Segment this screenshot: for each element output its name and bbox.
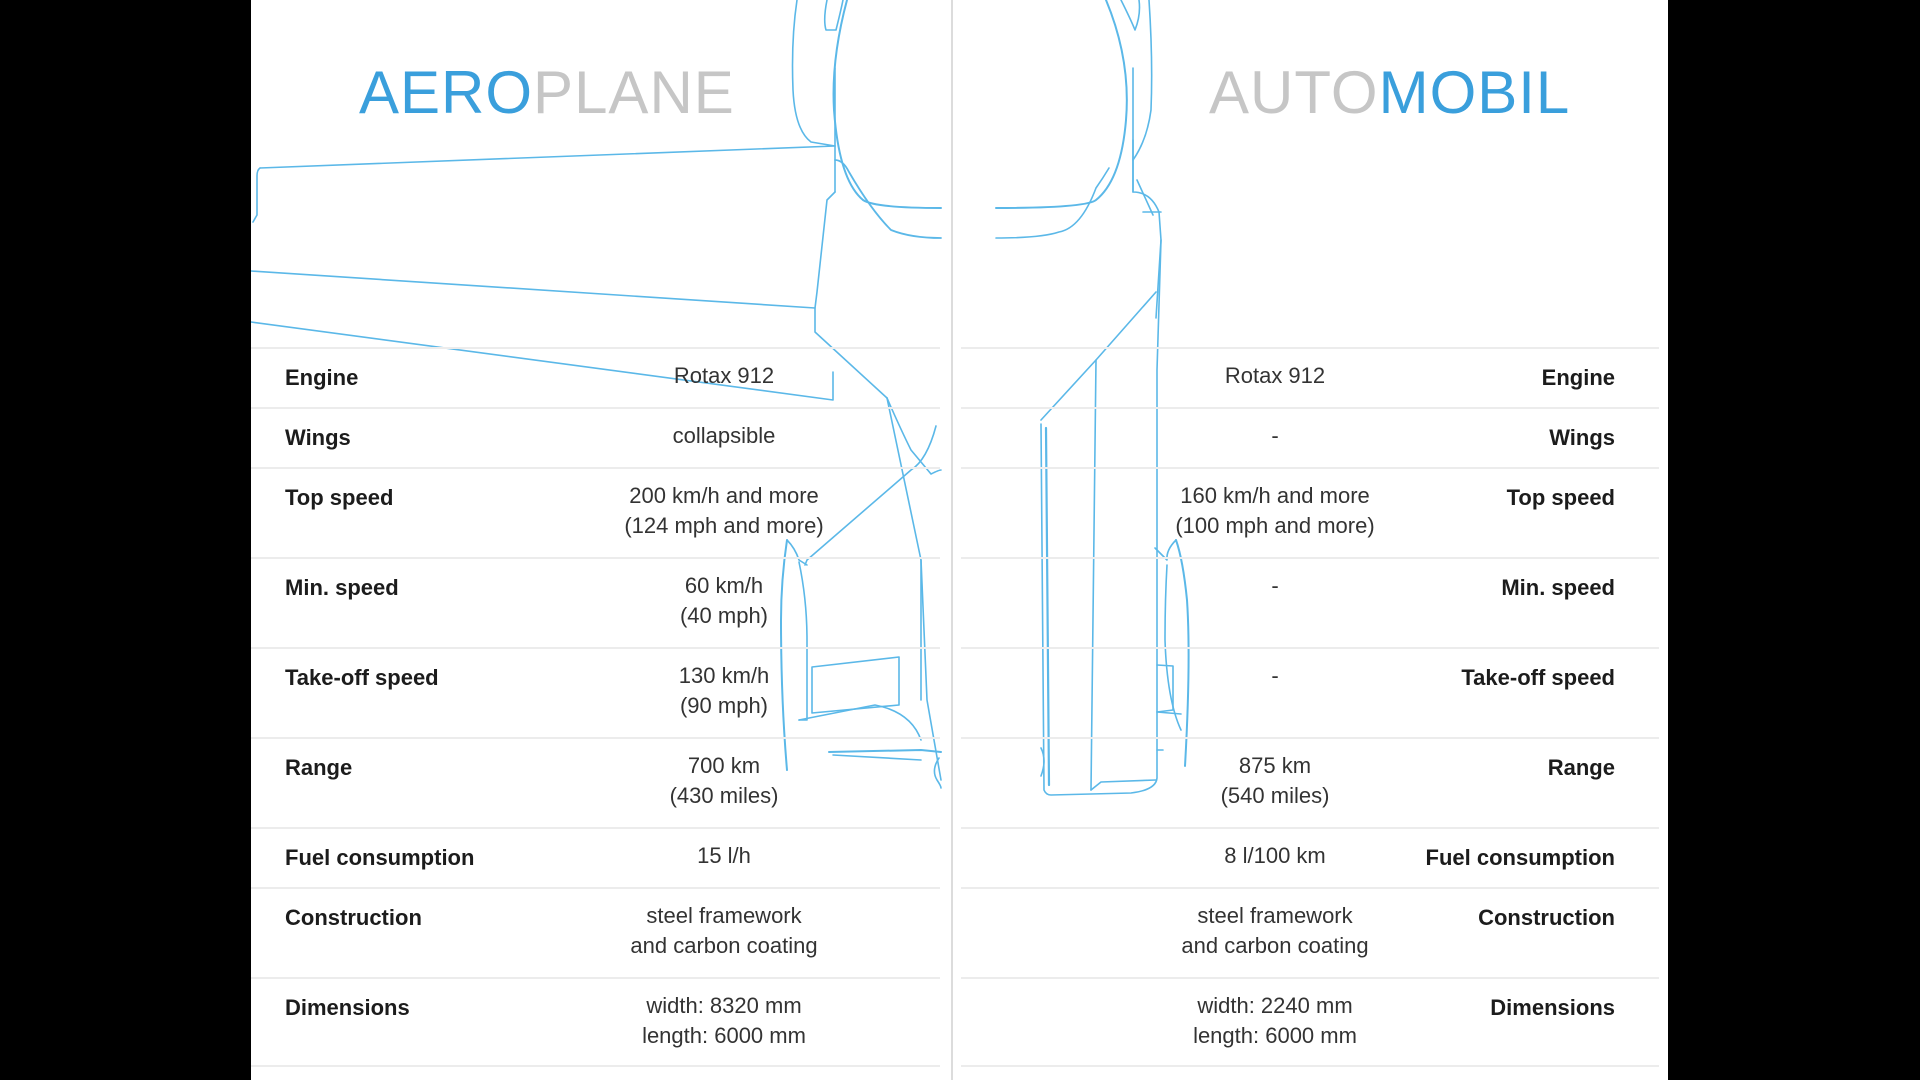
- aeroplane-spec-table: [251, 347, 940, 1067]
- spec-value-line: 200 km/h and more: [629, 483, 819, 508]
- table-row: [251, 557, 940, 647]
- aeroplane-title-highlight: AERO: [359, 59, 534, 126]
- spec-value-line: steel framework: [646, 903, 802, 928]
- automobil-title: [1209, 58, 1570, 128]
- table-row: [251, 407, 940, 467]
- spec-value-line: steel framework: [1197, 903, 1353, 928]
- spec-label: Wings: [1549, 425, 1615, 450]
- spec-value-line: (40 mph): [679, 603, 769, 628]
- spec-value-line: 875 km: [1238, 753, 1312, 778]
- spec-label: Dimensions: [1490, 995, 1615, 1020]
- table-row: [961, 467, 1659, 557]
- spec-label: Top speed: [285, 485, 394, 510]
- spec-value-line: -: [1271, 573, 1279, 598]
- table-row: [251, 977, 940, 1067]
- aeroplane-title-rest: PLANE: [533, 59, 735, 126]
- spec-value-line: and carbon coating: [630, 933, 818, 958]
- automobil-title-highlight: MOBIL: [1378, 59, 1571, 126]
- spec-value-line: (124 mph and more): [624, 513, 824, 538]
- spec-value-line: Rotax 912: [1224, 363, 1326, 388]
- spec-label: Fuel consumption: [285, 845, 475, 870]
- table-row: [251, 467, 940, 557]
- spec-value-line: Rotax 912: [673, 363, 775, 388]
- table-row: [251, 827, 940, 887]
- table-row: [251, 647, 940, 737]
- table-row: [251, 737, 940, 827]
- spec-value-line: collapsible: [672, 423, 776, 448]
- spec-label: Take-off speed: [1461, 665, 1615, 690]
- table-row: [961, 887, 1659, 977]
- spec-value-line: (100 mph and more): [1175, 513, 1375, 538]
- spec-label: Min. speed: [1501, 575, 1615, 600]
- automobil-spec-table: [961, 347, 1659, 1067]
- spec-label: Min. speed: [285, 575, 399, 600]
- table-row: [961, 737, 1659, 827]
- table-row: [251, 347, 940, 407]
- comparison-panel: [251, 0, 1668, 1080]
- spec-label: Construction: [1478, 905, 1615, 930]
- spec-label: Fuel consumption: [1425, 845, 1615, 870]
- spec-label: Range: [1547, 755, 1615, 780]
- spec-value-line: (90 mph): [679, 693, 769, 718]
- spec-value-line: 130 km/h: [678, 663, 770, 688]
- spec-value-line: 15 l/h: [697, 843, 751, 868]
- table-row: [961, 347, 1659, 407]
- table-row: [961, 647, 1659, 737]
- spec-value-line: length: 6000 mm: [1193, 1023, 1357, 1048]
- spec-label: Wings: [285, 425, 351, 450]
- table-row: [961, 977, 1659, 1067]
- spec-value-line: -: [1271, 423, 1279, 448]
- spec-value-line: 700 km: [687, 753, 761, 778]
- spec-value-line: length: 6000 mm: [642, 1023, 806, 1048]
- spec-value-line: width: 8320 mm: [646, 993, 802, 1018]
- table-row: [961, 557, 1659, 647]
- automobil-title-rest: AUTO: [1209, 59, 1379, 126]
- center-divider: [951, 0, 953, 1080]
- spec-value-line: and carbon coating: [1181, 933, 1369, 958]
- spec-value-line: 8 l/100 km: [1224, 843, 1326, 868]
- spec-label: Engine: [285, 365, 359, 390]
- table-row: [961, 407, 1659, 467]
- spec-value-line: -: [1271, 663, 1279, 688]
- table-row: [251, 887, 940, 977]
- spec-value-line: 160 km/h and more: [1180, 483, 1370, 508]
- spec-label: Construction: [285, 905, 422, 930]
- spec-label: Take-off speed: [285, 665, 439, 690]
- spec-value-line: 60 km/h: [684, 573, 764, 598]
- spec-label: Top speed: [1506, 485, 1615, 510]
- spec-label: Range: [285, 755, 353, 780]
- spec-value-line: (430 miles): [669, 783, 779, 808]
- spec-value-line: width: 2240 mm: [1197, 993, 1353, 1018]
- table-row: [961, 827, 1659, 887]
- spec-label: Engine: [1541, 365, 1615, 390]
- spec-value-line: (540 miles): [1220, 783, 1330, 808]
- spec-label: Dimensions: [285, 995, 410, 1020]
- aeroplane-title: [359, 58, 735, 128]
